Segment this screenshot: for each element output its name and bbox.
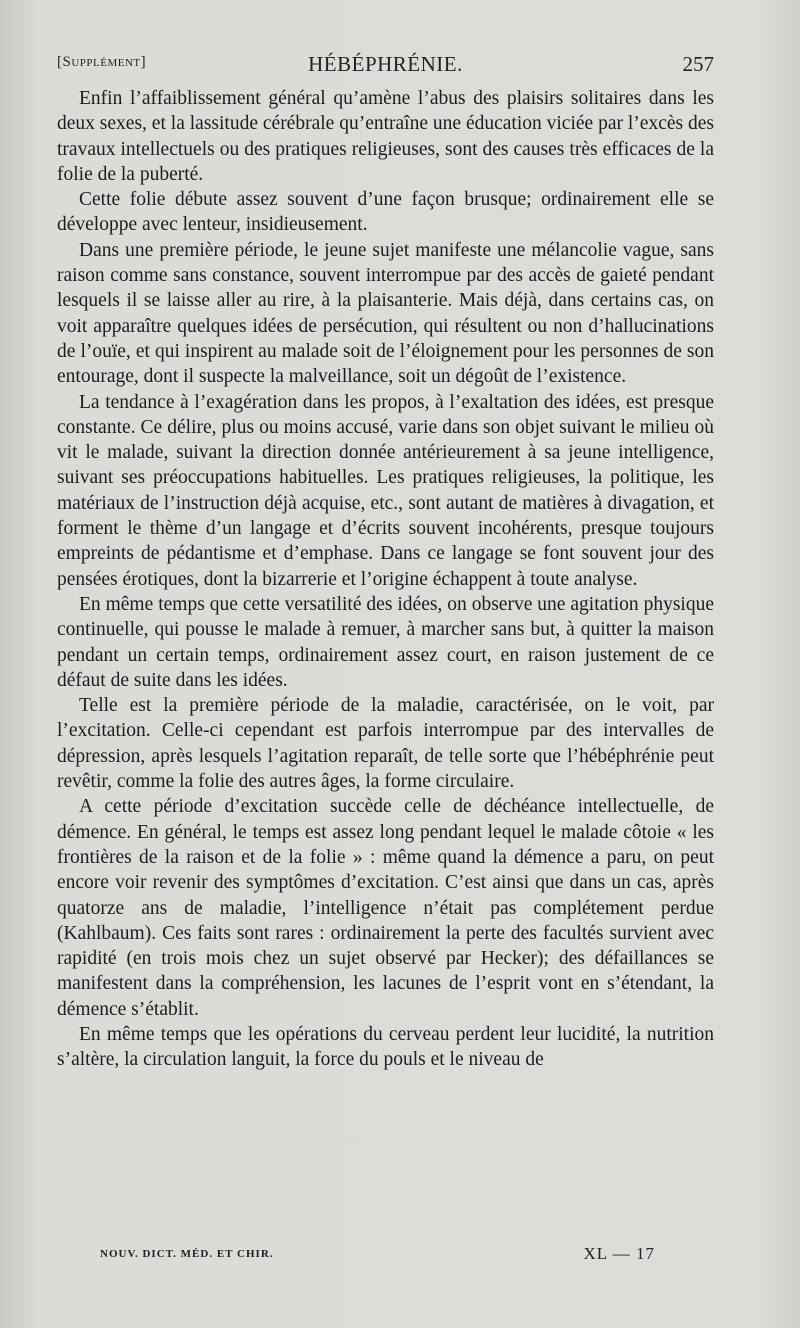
header-section-label: [Supplément] [57, 54, 147, 70]
page-number: 257 [682, 52, 714, 76]
paragraph: En même temps que les opérations du cerveau perdent leur lucidité, la nutrition s’altère, la circulation languit, la force du pouls et le niveau de [57, 1023, 714, 1071]
footer-signature: NOUV. DICT. MÉD. ET CHIR. [100, 1248, 274, 1260]
paragraph: Enfin l’affaiblissement général qu’amène l’abus des plaisirs solitaires dans les deux sexes, et la lassitude cérébrale qu’entraîne une éducation viciée par l’excès des travaux intellectuels ou des pratiques religieuses, sont des causes très efficaces de la folie de la puberté. [57, 88, 714, 185]
paragraph: La tendance à l’exagération dans les propos, à l’exaltation des idées, est presque constante. Ce délire, plus ou moins accusé, varie dans son objet suivant le milieu où vit le malade, suivant la direction donnée antérieurement à sa jeune intelligence, suivant ses préoccupations habituelles. Les pratiques religieuses, la politique, les matériaux de l’instruction déjà acquise, etc., sont autant de matières à divagation, et forment le thème d’un langage et d’écrits souvent incohérents, presque toujours empreints de pédantisme et d’emphase. Dans ce langage se font souvent jour des pensées érotiques, dont la bizarrerie et l’origine échappent à toute analyse. [57, 391, 714, 590]
paragraph: Cette folie débute assez souvent d’une façon brusque; ordinairement elle se développe avec lenteur, insidieusement. [57, 189, 714, 236]
page-footer [100, 1244, 655, 1266]
paragraph: Telle est la première période de la maladie, caractérisée, on le voit, par l’excitation. Celle-ci cependant est parfois interrompue par des intervalles de dépression, après lesquels l’agitation reparaît, de telle sorte que l’hébéphrénie peut revêtir, comme la folie des autres âges, la forme circulaire. [57, 695, 714, 793]
paragraph: Dans une première période, le jeune sujet manifeste une mélancolie vague, sans raison comme sans constance, souvent interrompue par des accès de gaieté pendant lesquels il se laisse aller au rire, à la plaisanterie. Mais déjà, dans certains cas, on voit apparaître quelques idées de persécution, qui résultent ou non d’hallucinations de l’ouïe, et qui inspirent au malade soit de l’éloignement pour les personnes de son entourage, dont il suspecte la malveillance, soit un dégoût de l’existence. [57, 239, 714, 388]
paragraph: En même temps que cette versatilité des idées, on observe une agitation physique continuelle, qui pousse le malade à remuer, à marcher sans but, à quitter la maison pendant un certain temps, ordinairement assez court, en raison justement de ce défaut de suite dans les idées. [57, 593, 714, 691]
page-title: HÉBÉPHRÉNIE. [308, 52, 463, 76]
footer-volume-sheet: XL — 17 [583, 1244, 655, 1263]
paragraph: A cette période d’excitation succède celle de déchéance intellectuelle, de démence. En général, le temps est assez long pendant lequel le malade côtoie « les frontières de la raison et de la folie » : même quand la démence a paru, on peut encore voir revenir des symptômes d’excitation. C’est ainsi que dans un cas, après quatorze ans de maladie, l’intelligence n’était pas complétement perdue (Kahlbaum). Ces faits sont rares : ordinairement la perte des facultés survient avec rapidité (en trois mois chez un sujet observé par Hecker); des défaillances se manifestent dans la compréhension, les lacunes de l’esprit vont en s’étendant, la démence s’établit. [57, 796, 714, 1020]
body-text [57, 86, 714, 1073]
running-header [57, 52, 714, 80]
